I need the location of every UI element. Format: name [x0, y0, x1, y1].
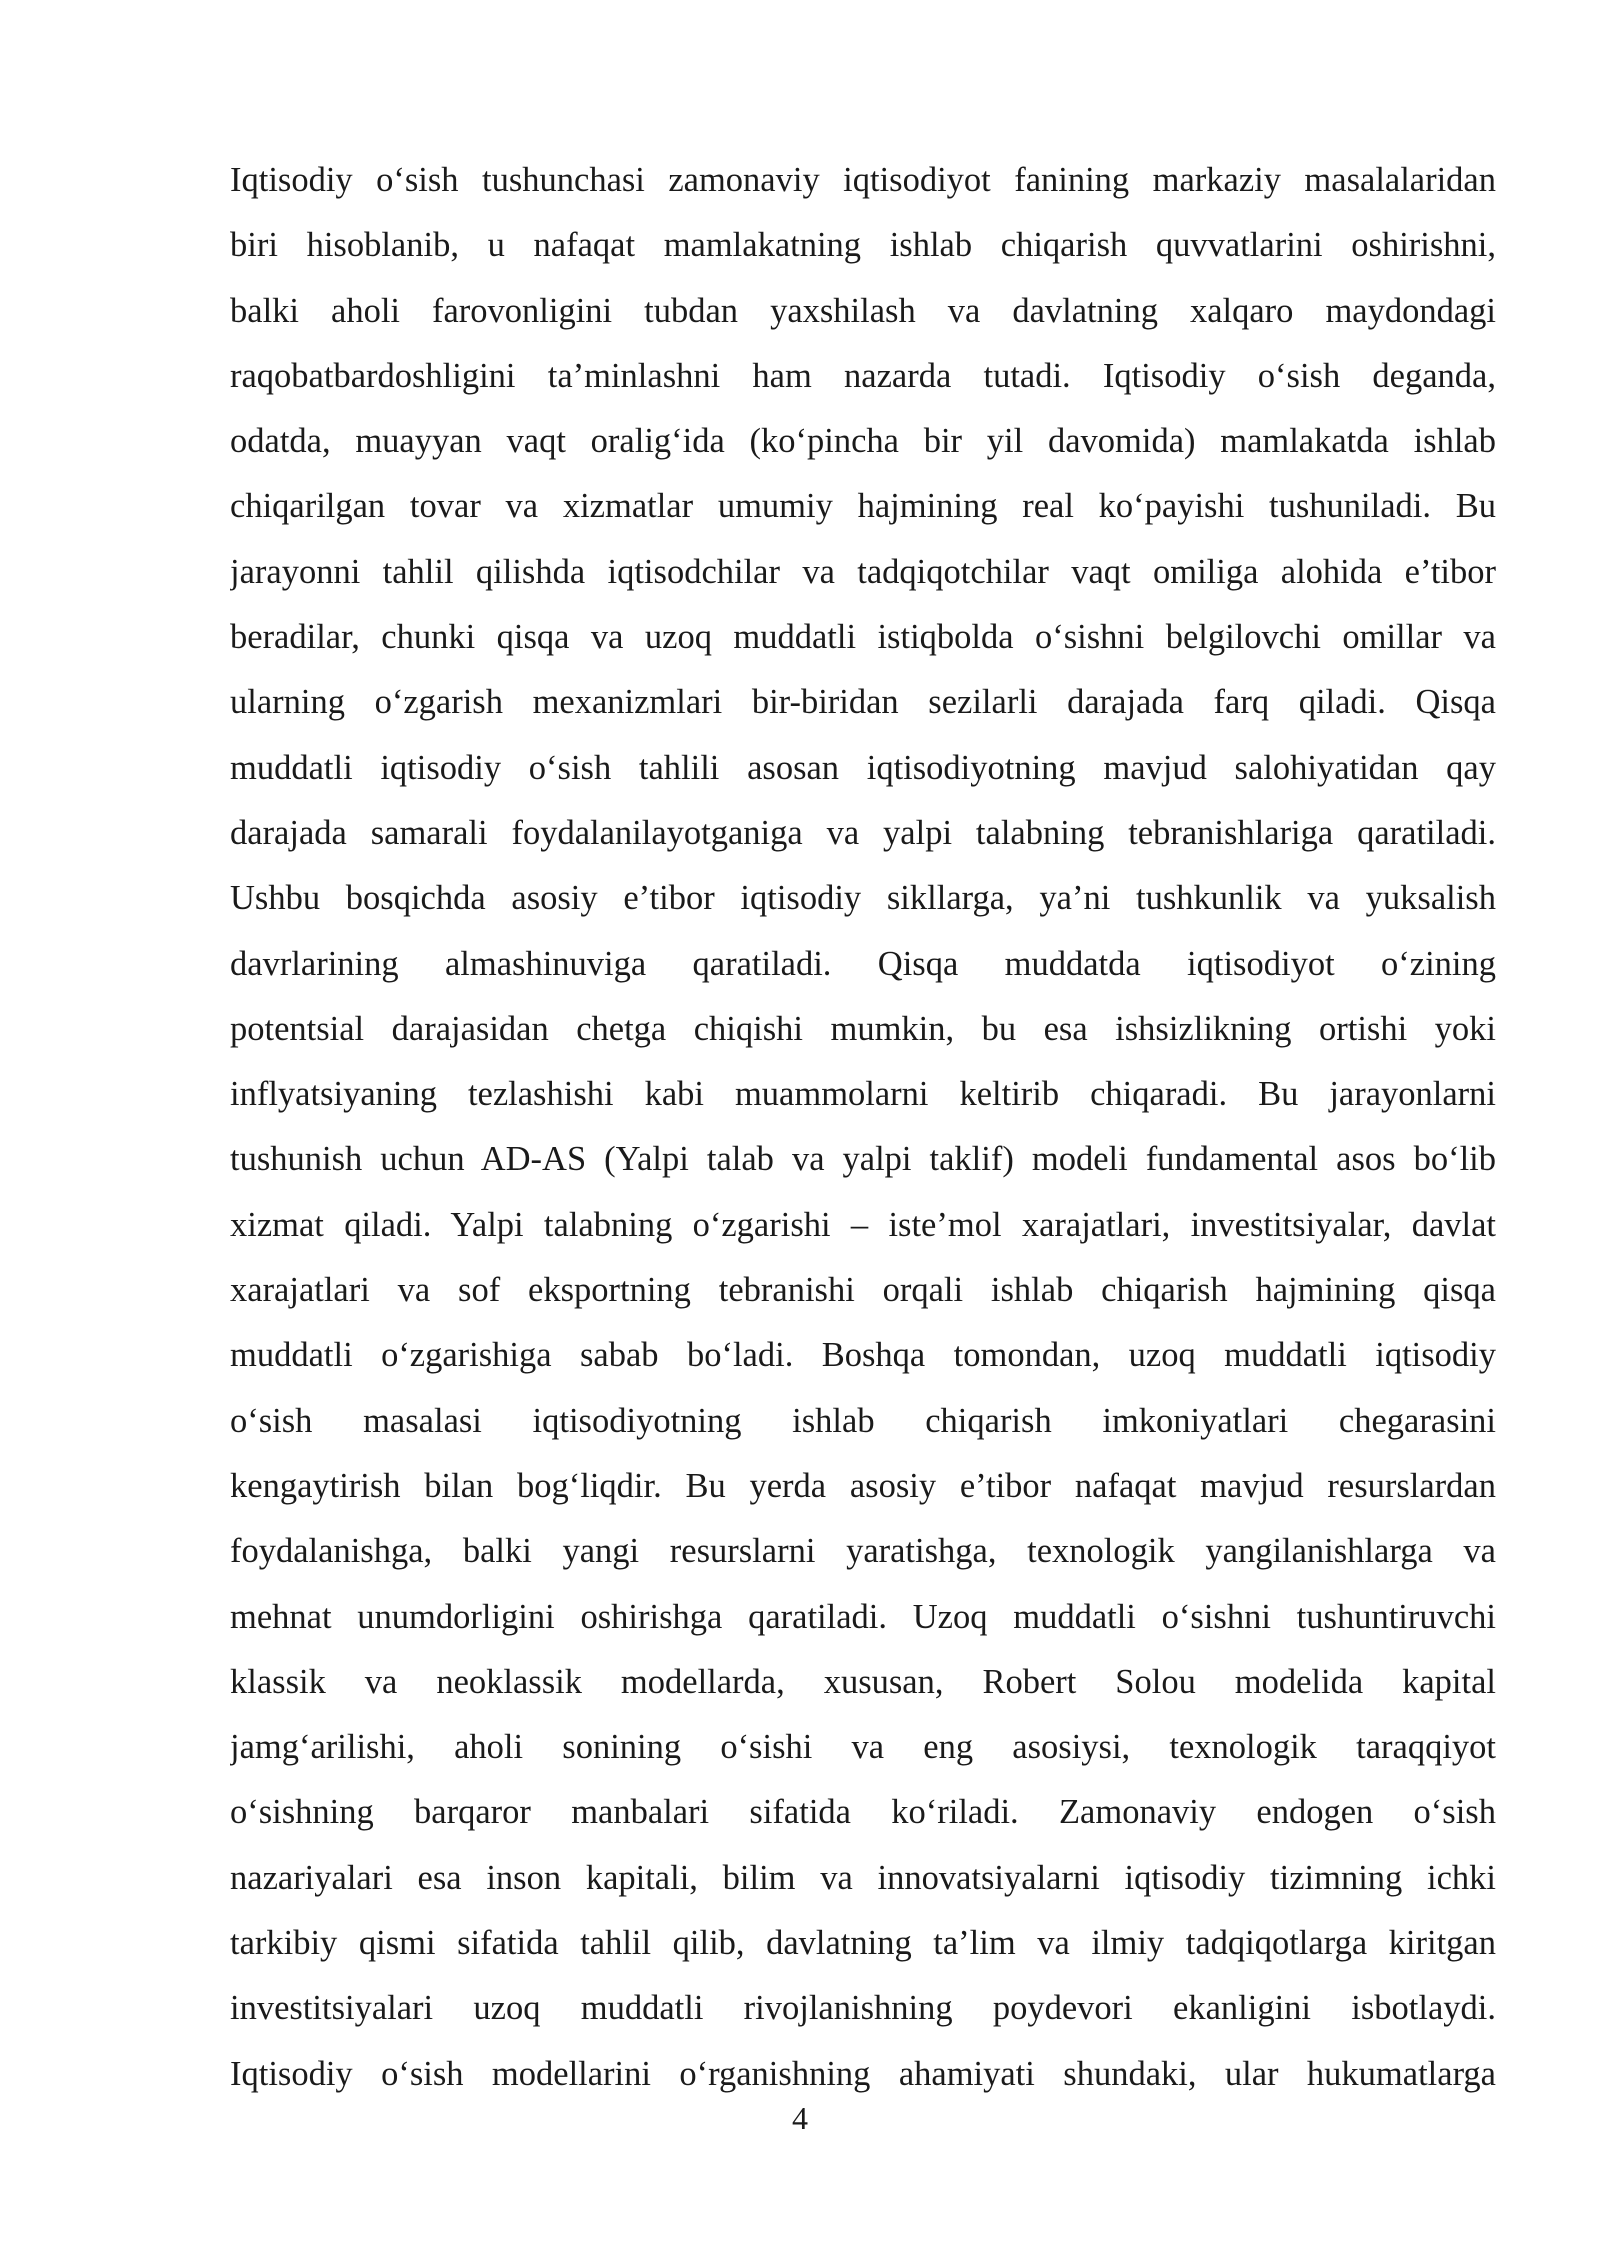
text-line: jarayonni tahlil qilishda iqtisodchilar va tadqiqotchilar vaqt omiliga alohida e’tibor — [230, 552, 1496, 591]
text-line: muddatli iqtisodiy o‘sish tahlili asosan iqtisodiyotning mavjud salohiyatidan qay — [230, 748, 1496, 787]
body-paragraph — [230, 148, 1496, 2107]
text-line: raqobatbardoshligini ta’minlashni ham nazarda tutadi. Iqtisodiy o‘sish deganda, — [230, 356, 1496, 395]
text-line: tarkibiy qismi sifatida tahlil qilib, davlatning ta’lim va ilmiy tadqiqotlarga kiritgan — [230, 1924, 1496, 1963]
text-line: Iqtisodiy o‘sish modellarini o‘rganishning ahamiyati shundaki, ular hukumatlarga — [230, 2054, 1496, 2093]
text-line: o‘sish masalasi iqtisodiyotning ishlab chiqarish imkoniyatlari chegarasini — [230, 1401, 1496, 1440]
text-line: biri hisoblanib, u nafaqat mamlakatning ishlab chiqarish quvvatlarini oshirishni, — [230, 226, 1496, 265]
text-line: beradilar, chunki qisqa va uzoq muddatli istiqbolda o‘sishni belgilovchi omillar va — [230, 618, 1496, 657]
text-line: tushunish uchun AD-AS (Yalpi talab va yalpi taklif) modeli fundamental asos bo‘lib — [230, 1140, 1496, 1179]
text-line: kengaytirish bilan bog‘liqdir. Bu yerda asosiy e’tibor nafaqat mavjud resurslardan — [230, 1466, 1496, 1505]
text-line: xizmat qiladi. Yalpi talabning o‘zgarishi – iste’mol xarajatlari, investitsiyalar, davlat — [230, 1205, 1496, 1244]
text-line: odatda, muayyan vaqt oralig‘ida (ko‘pincha bir yil davomida) mamlakatda ishlab — [230, 422, 1496, 461]
text-line: jamg‘arilishi, aholi sonining o‘sishi va eng asosiysi, texnologik taraqqiyot — [230, 1728, 1496, 1767]
text-line: mehnat unumdorligini oshirishga qaratiladi. Uzoq muddatli o‘sishni tushuntiruvchi — [230, 1597, 1496, 1636]
text-line: darajada samarali foydalanilayotganiga va yalpi talabning tebranishlariga qaratiladi. — [230, 813, 1496, 852]
text-line: balki aholi farovonligini tubdan yaxshilash va davlatning xalqaro maydondagi — [230, 291, 1496, 330]
page-number: 4 — [792, 2100, 808, 2136]
text-line: xarajatlari va sof eksportning tebranishi orqali ishlab chiqarish hajmining qisqa — [230, 1271, 1496, 1310]
text-line: inflyatsiyaning tezlashishi kabi muammolarni keltirib chiqaradi. Bu jarayonlarni — [230, 1075, 1496, 1114]
text-line: ularning o‘zgarish mexanizmlari bir-biridan sezilarli darajada farq qiladi. Qisqa — [230, 683, 1496, 722]
text-line: investitsiyalari uzoq muddatli rivojlanishning poydevori ekanligini isbotlaydi. — [230, 1989, 1496, 2028]
text-line: nazariyalari esa inson kapitali, bilim va innovatsiyalarni iqtisodiy tizimning ichki — [230, 1858, 1496, 1897]
text-line: potentsial darajasidan chetga chiqishi mumkin, bu esa ishsizlikning ortishi yoki — [230, 1009, 1496, 1048]
text-line: davrlarining almashinuviga qaratiladi. Qisqa muddatda iqtisodiyot o‘zining — [230, 944, 1496, 983]
text-line: muddatli o‘zgarishiga sabab bo‘ladi. Boshqa tomondan, uzoq muddatli iqtisodiy — [230, 1336, 1496, 1375]
text-line: Ushbu bosqichda asosiy e’tibor iqtisodiy sikllarga, ya’ni tushkunlik va yuksalish — [230, 879, 1496, 918]
text-line: Iqtisodiy o‘sish tushunchasi zamonaviy iqtisodiyot fanining markaziy masalalaridan — [230, 161, 1496, 199]
text-line: o‘sishning barqaror manbalari sifatida ko‘riladi. Zamonaviy endogen o‘sish — [230, 1793, 1496, 1832]
text-line: foydalanishga, balki yangi resurslarni yaratishga, texnologik yangilanishlarga va — [230, 1532, 1496, 1571]
text-line: chiqarilgan tovar va xizmatlar umumiy hajmining real ko‘payishi tushuniladi. Bu — [230, 487, 1496, 526]
text-line: klassik va neoklassik modellarda, xususan, Robert Solou modelida kapital — [230, 1662, 1496, 1701]
